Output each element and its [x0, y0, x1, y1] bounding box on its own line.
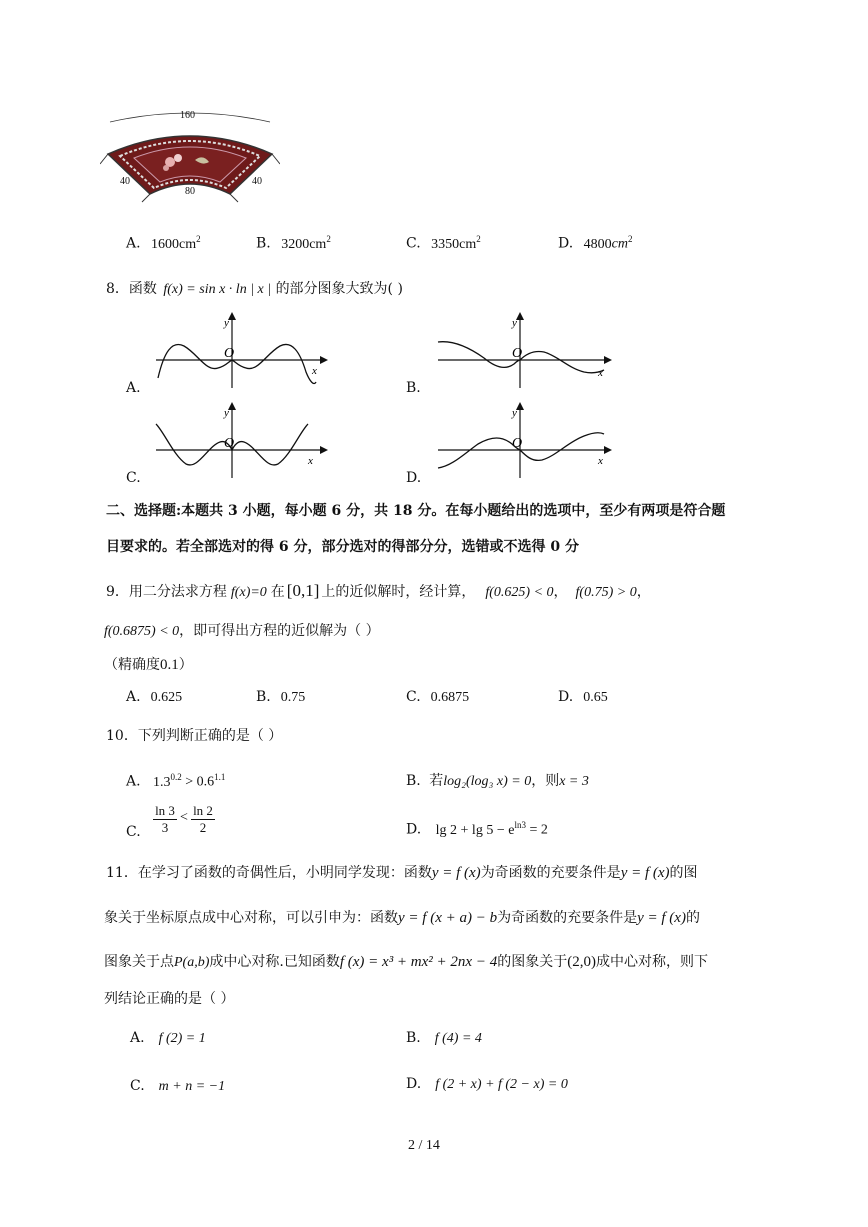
- q11-option-d[interactable]: [406, 1076, 568, 1093]
- q9-interval: [0,1]: [286, 581, 320, 600]
- q11-text: 成中心对称.已知函数: [209, 954, 340, 970]
- q10-c-op: <: [180, 810, 188, 825]
- precision-label: （精确度: [104, 657, 160, 673]
- option-exp: ln3: [514, 820, 526, 830]
- q10-option-a[interactable]: [126, 772, 225, 791]
- q7-option-b[interactable]: [256, 234, 331, 253]
- q8-formula: f(x) = sin x · ln | x |: [163, 282, 272, 297]
- option-value: 0.65: [583, 690, 608, 705]
- option-text: 若: [429, 773, 444, 789]
- numerator: ln 2: [191, 803, 215, 820]
- origin-label: O: [224, 436, 235, 451]
- q9-sep: ，: [553, 584, 568, 600]
- q8-option-a-label[interactable]: A.: [126, 380, 141, 396]
- q8-graph-a[interactable]: [150, 312, 330, 392]
- q10-stem: 10．下列判断正确的是（ ）: [106, 728, 283, 744]
- q8-suffix: 的部分图象大致为( ): [275, 281, 403, 297]
- option-value: 0.75: [280, 690, 306, 705]
- q9-option-b[interactable]: [256, 689, 305, 706]
- q8-graph-c[interactable]: [150, 402, 330, 482]
- section2-line2: 目要求的。若全部选对的得 6 分，部分选对的得部分分，选错或不选得 0 分: [106, 539, 579, 555]
- q8-option-b-label[interactable]: B.: [406, 380, 421, 396]
- option-value: 3350cm: [431, 236, 477, 252]
- q9-option-a[interactable]: [126, 689, 182, 706]
- q11-math: y = f (x): [637, 910, 686, 926]
- q11-text: 为奇函数的充要条件是: [480, 865, 621, 881]
- precision-value: 0.1: [160, 657, 179, 673]
- q11-option-c[interactable]: [130, 1078, 225, 1095]
- option-letter: C.: [130, 1078, 145, 1094]
- q11-text: 图象关于点: [104, 954, 174, 970]
- fan-right-label: 40: [252, 176, 262, 187]
- axis-y-label: y: [512, 407, 517, 419]
- q10-c-fraction-1: [153, 803, 177, 836]
- section2-line1: 二、选择题:本题共 3 小题，每小题 6 分，共 18 分。在每小题给出的选项中，至少有两项是符合题: [106, 503, 726, 519]
- q7-option-a[interactable]: [126, 234, 201, 253]
- q11-math: y = f (x): [620, 865, 670, 881]
- q9-stem-line1: [106, 581, 651, 601]
- axis-y-label: y: [224, 407, 229, 419]
- option-letter: B.: [406, 773, 421, 789]
- axis-x-label: x: [308, 455, 313, 467]
- option-letter: B.: [406, 1030, 421, 1046]
- option-exp: 2: [476, 234, 481, 244]
- axis-x-label: x: [312, 365, 317, 377]
- page-number: 2 / 14: [408, 1138, 440, 1153]
- origin-label: O: [224, 346, 235, 361]
- option-math: m + n = −1: [158, 1079, 226, 1094]
- option-letter: D.: [406, 1076, 422, 1092]
- q9-sep: ，: [636, 584, 651, 600]
- q11-line4: 列结论正确的是（ ）: [104, 991, 235, 1007]
- option-letter: B.: [256, 235, 271, 252]
- q11-math: y = f (x): [431, 865, 481, 881]
- q9-option-c[interactable]: [406, 689, 469, 706]
- q9-option-d[interactable]: [558, 689, 608, 706]
- option-math: 1.3: [153, 774, 171, 790]
- option-letter: A.: [130, 1030, 145, 1046]
- q11-text: 为奇函数的充要条件是: [497, 910, 638, 926]
- q11-text: 的图: [669, 865, 698, 881]
- option-math: x = 3: [559, 774, 589, 789]
- axis-y-label: y: [512, 317, 517, 329]
- option-math: f (2) = 1: [158, 1031, 206, 1046]
- option-letter: C.: [406, 689, 421, 705]
- option-letter: D.: [406, 821, 422, 838]
- option-value: 0.625: [150, 690, 183, 705]
- q9-text: 9．用二分法求方程: [106, 584, 227, 600]
- q11-math: (2,0): [567, 954, 596, 970]
- q9-value-1: f(0.625) < 0: [485, 585, 554, 600]
- q7-option-d[interactable]: [558, 234, 632, 253]
- q11-line2: [104, 907, 700, 927]
- q9-text: 在: [270, 584, 285, 600]
- q8-prefix: 8．函数: [106, 281, 157, 297]
- option-letter: A.: [126, 773, 141, 790]
- q9-stem-line2: [104, 620, 380, 640]
- q7-option-c[interactable]: [406, 234, 481, 253]
- q11-text: 11．在学习了函数的奇偶性后，小明同学发现：函数: [106, 865, 432, 881]
- option-exp: 2: [627, 234, 633, 244]
- q11-text: 成中心对称，则下: [595, 954, 708, 970]
- q10-option-b[interactable]: [406, 770, 589, 790]
- option-math: f (2 + x) + f (2 − x) = 0: [435, 1077, 568, 1092]
- q10-c-fraction-2: [191, 803, 215, 836]
- q8-option-c-label[interactable]: C.: [126, 470, 141, 486]
- q11-text: 象关于坐标原点成中心对称，可以引申为：函数: [104, 910, 398, 926]
- q8-graph-b[interactable]: [434, 312, 614, 392]
- q9-equation: f(x)=0: [230, 585, 267, 600]
- q11-math: y = f (x + a) − b: [398, 910, 498, 926]
- q9-value-2: f(0.75) > 0: [575, 585, 637, 600]
- q9-text: 上的近似解时，经计算，: [321, 584, 476, 600]
- option-letter: A.: [126, 689, 141, 705]
- q11-math: f (x) = x³ + mx² + 2nx − 4: [339, 954, 498, 970]
- q11-text: 的: [685, 910, 700, 926]
- numerator: ln 3: [153, 803, 177, 820]
- option-value: 1600cm: [151, 236, 197, 252]
- q11-option-a[interactable]: [130, 1030, 206, 1047]
- option-math: lg 2 + lg 5 − e: [435, 822, 515, 838]
- fan-bottom-label: 80: [185, 186, 195, 197]
- q11-line3: [104, 951, 708, 971]
- q8-stem: [106, 278, 403, 298]
- fan-top-label: 160: [180, 110, 195, 121]
- origin-label: O: [512, 346, 523, 361]
- axis-x-label: x: [598, 455, 603, 467]
- option-value: 0.6875: [430, 690, 470, 705]
- option-math: log₂(log₃ x) = 0: [443, 774, 532, 789]
- option-letter: D.: [558, 235, 574, 252]
- q10-option-d[interactable]: [406, 820, 548, 839]
- option-exp: 2: [196, 234, 201, 244]
- q11-option-b[interactable]: [406, 1030, 482, 1047]
- q11-text: 的图象关于: [497, 954, 568, 970]
- fan-left-label: 40: [120, 176, 130, 187]
- option-value: 3200cm: [281, 236, 327, 252]
- option-letter: A.: [126, 235, 141, 252]
- option-letter: D.: [558, 689, 574, 705]
- q9-precision: [104, 654, 193, 674]
- option-letter: C.: [406, 235, 421, 252]
- option-letter: B.: [256, 689, 271, 705]
- option-text: ，则: [531, 773, 560, 789]
- origin-label: O: [512, 436, 523, 451]
- denominator: 2: [199, 820, 207, 835]
- option-math: = 2: [525, 822, 548, 838]
- option-value: 4800: [583, 236, 612, 252]
- q8-graph-d[interactable]: [434, 402, 614, 482]
- option-unit: cm: [611, 236, 628, 252]
- q8-option-d-label[interactable]: D.: [406, 470, 422, 486]
- axis-x-label: x: [598, 367, 603, 379]
- denominator: 3: [161, 820, 169, 835]
- q11-line1: [106, 862, 698, 882]
- option-math: f (4) = 4: [434, 1031, 482, 1046]
- q11-math: P(a,b): [174, 955, 210, 970]
- q9-value-3: f(0.6875) < 0: [104, 624, 180, 639]
- option-exp: 2: [326, 234, 331, 244]
- option-exp: 1.1: [214, 772, 226, 782]
- q10-option-c-letter[interactable]: C.: [126, 824, 141, 840]
- axis-y-label: y: [224, 317, 229, 329]
- option-math: > 0.6: [181, 774, 215, 790]
- precision-close: ）: [178, 657, 193, 673]
- option-exp: 0.2: [170, 772, 182, 782]
- q9-text: ，即可得出方程的近似解为（ ）: [179, 623, 380, 639]
